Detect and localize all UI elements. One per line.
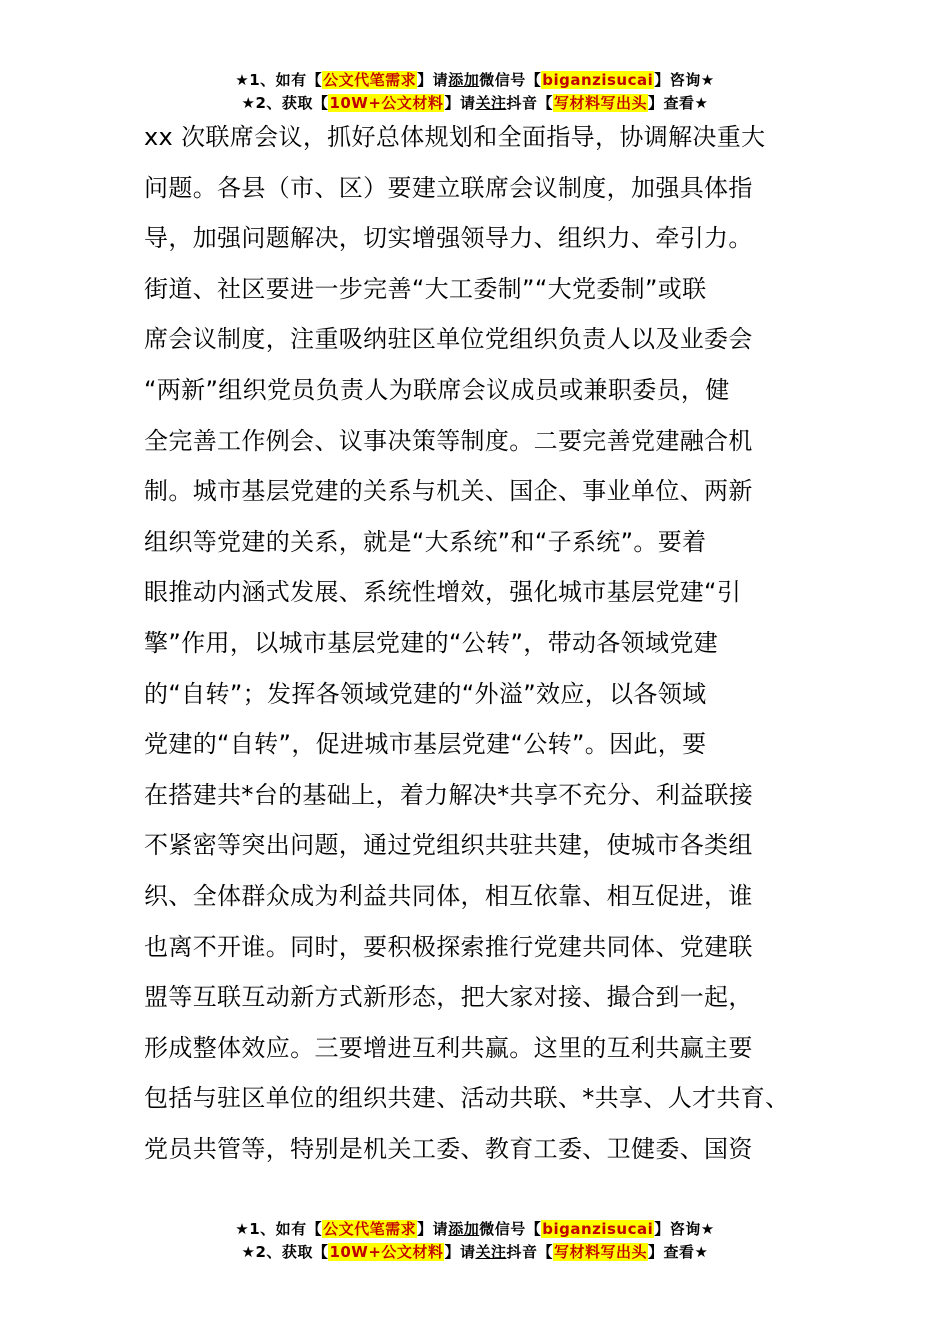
footer-ad-line-1	[0, 1218, 950, 1240]
body-line: 导，加强问题解决，切实增强领导力、组织力、牵引力。	[144, 224, 753, 253]
body-line: 在搭建共*台的基础上，着力解决*共享不充分、利益联接	[144, 780, 754, 809]
ad-highlight: 公文代笔需求	[323, 71, 417, 89]
ad-underline: 添加	[448, 1220, 480, 1238]
body-line: 也离不开谁。同时，要积极探索推行党建共同体、党建联	[144, 932, 753, 961]
ad-underline: 关注	[475, 94, 507, 112]
ad-text: ★1、如有【	[235, 71, 323, 89]
ad-text: 抖音【	[506, 1243, 553, 1261]
header-ad-line-1	[0, 69, 950, 91]
body-line: 党建的“自转”，促进城市基层党建“公转”。因此，要	[144, 730, 707, 759]
ad-text: 】请	[417, 1220, 449, 1238]
ad-text: 】咨询★	[654, 71, 715, 89]
ad-text: 】请	[417, 71, 449, 89]
ad-underline: 添加	[448, 71, 480, 89]
ad-text: 】咨询★	[654, 1220, 715, 1238]
body-line: 制。城市基层党建的关系与机关、国企、事业单位、两新	[144, 477, 753, 506]
ad-highlight: 10W+公文材料	[329, 1243, 444, 1261]
ad-highlight: 10W+公文材料	[329, 94, 444, 112]
ad-underline: 关注	[475, 1243, 507, 1261]
ad-highlight: 写材料写出头	[553, 1243, 647, 1261]
body-line: 擎”作用，以城市基层党建的“公转”，带动各领域党建	[144, 628, 719, 657]
body-line: xx 次联席会议，抓好总体规划和全面指导，协调解决重大	[144, 123, 766, 151]
body-line: 席会议制度，注重吸纳驻区单位党组织负责人以及业委会	[144, 325, 753, 354]
ad-highlight: 写材料写出头	[553, 94, 647, 112]
body-line: 党员共管等，特别是机关工委、教育工委、卫健委、国资	[144, 1134, 753, 1163]
body-line: 盟等互联互动新方式新形态，把大家对接、撮合到一起，	[144, 983, 753, 1012]
ad-highlight: biganzisucai	[542, 71, 654, 89]
body-line: 包括与驻区单位的组织共建、活动共联、*共享、人才共育、	[144, 1084, 790, 1113]
ad-text: 】查看★	[648, 1243, 709, 1261]
body-line: “两新”组织党员负责人为联席会议成员或兼职委员，健	[144, 375, 730, 404]
document-body	[144, 112, 814, 1174]
ad-text: 微信号【	[479, 1220, 542, 1238]
body-line: 全完善工作例会、议事决策等制度。二要完善党建融合机	[144, 426, 753, 455]
footer-ad-line-2	[0, 1241, 950, 1263]
ad-text: 】请	[444, 1243, 476, 1261]
ad-text: 】请	[444, 94, 476, 112]
ad-text: 微信号【	[479, 71, 542, 89]
ad-highlight: biganzisucai	[542, 1220, 654, 1238]
ad-text: 】查看★	[648, 94, 709, 112]
ad-text: ★1、如有【	[235, 1220, 323, 1238]
body-line: 的“自转”；发挥各领域党建的“外溢”效应，以各领域	[144, 679, 707, 708]
ad-highlight: 公文代笔需求	[323, 1220, 417, 1238]
body-line: 不紧密等突出问题，通过党组织共驻共建，使城市各类组	[144, 831, 753, 860]
ad-text: ★2、获取【	[241, 1243, 329, 1261]
body-line: 问题。各县（市、区）要建立联席会议制度，加强具体指	[144, 173, 753, 202]
ad-text: ★2、获取【	[241, 94, 329, 112]
body-line: 组织等党建的关系，就是“大系统”和“子系统”。要着	[144, 527, 707, 556]
body-line: 街道、社区要进一步完善“大工委制”“大党委制”或联	[144, 274, 707, 303]
body-line: 眼推动内涵式发展、系统性增效，强化城市基层党建“引	[144, 578, 742, 607]
body-line: 形成整体效应。三要增进互利共赢。这里的互利共赢主要	[144, 1033, 753, 1062]
header-ad-line-2	[0, 92, 950, 114]
body-line: 织、全体群众成为利益共同体，相互依靠、相互促进，谁	[144, 881, 753, 910]
ad-text: 抖音【	[506, 94, 553, 112]
